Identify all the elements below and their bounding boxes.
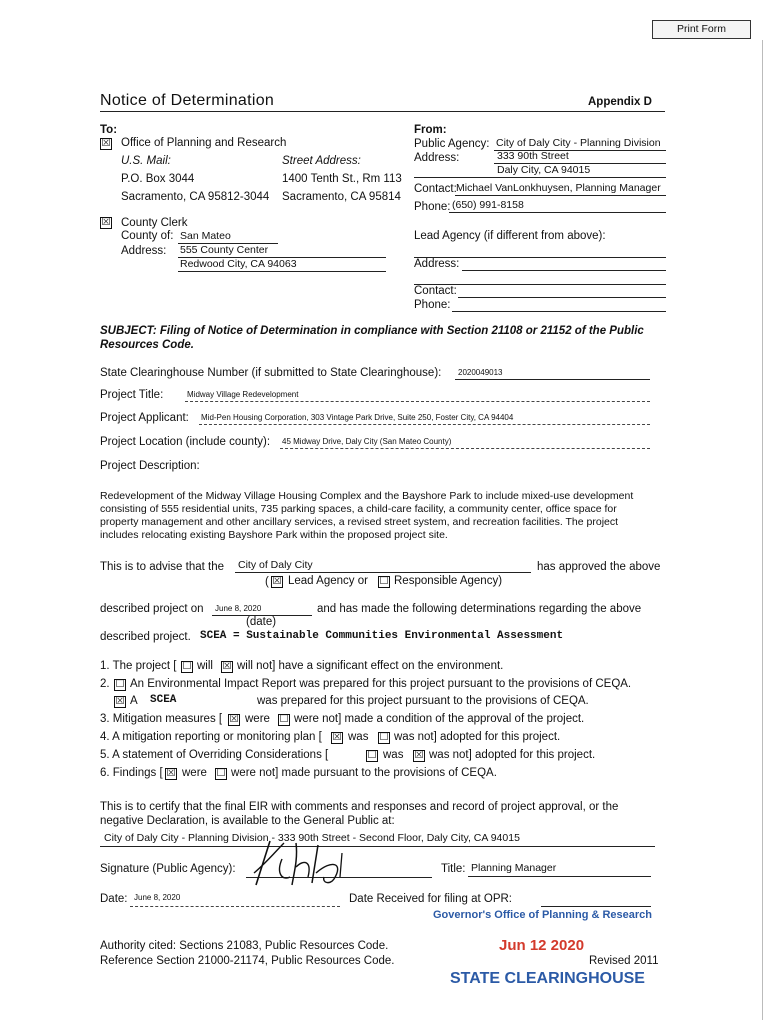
item-4-was-checkbox[interactable]: ☒ [332,732,342,743]
item-3-were-not-checkbox[interactable]: ☐ [279,714,289,725]
lead-agency-label: Lead Agency (if different from above): [414,230,606,242]
item-6-b: were [182,767,207,779]
date-caption: (date) [246,616,277,628]
project-title-label: Project Title: [100,389,164,401]
item-2-eir-checkbox[interactable]: ☐ [115,679,125,690]
item-2-typed[interactable]: SCEA [150,694,177,706]
opr-street-line2: Sacramento, CA 95814 [282,191,401,203]
item-4-c: was not] adopted for this project. [394,731,561,743]
project-location-label: Project Location (include county): [100,436,271,448]
opr-street-line1: 1400 Tenth St., Rm 113 [282,173,402,185]
item-1-c: will not] have a significant effect on the environment. [237,660,504,672]
project-applicant-line [199,424,650,425]
project-description-label: Project Description: [100,460,200,472]
item-5-c: was not] adopted for this project. [429,749,596,761]
contact-label: Contact: [414,183,457,195]
item-1-will-not-checkbox[interactable]: ☒ [222,661,232,672]
description-line: Redevelopment of the Midway Village Housing Complex and the Bayshore Park to include mixed-use development [100,490,634,502]
certify-location-line [100,846,655,847]
item-5-a: 5. A statement of Overriding Considerations [ [100,749,329,761]
item-2-d: was prepared for this project pursuant to the provisions of CEQA. [257,695,589,707]
date-label: Date: [100,893,128,905]
item-3-a: 3. Mitigation measures [ [100,713,223,725]
item-2-other-checkbox[interactable]: ☒ [115,696,125,707]
page-edge-rule [762,40,763,1020]
scea-typed: SCEA = Sustainable Communities Environmental Assessment [200,630,564,642]
county-clerk-checkbox[interactable]: ☒ [101,217,111,228]
lead-contact-line[interactable] [458,297,666,298]
county-of-value[interactable]: San Mateo [180,230,231,242]
item-5-was-not-checkbox[interactable]: ☒ [414,750,424,761]
handwritten-signature [246,833,356,893]
item-2-a: 2. [100,678,110,690]
subject-line1: SUBJECT: Filing of Notice of Determination in compliance with Section 21108 or 21152 of the Public [100,325,644,337]
item-3-c: were not] made a condition of the approval of the project. [294,713,585,725]
item-6-were-not-checkbox[interactable]: ☐ [216,768,226,779]
description-line: property management and other ancillary services, a revised street system, and recreation facilities. The project [100,516,619,528]
item-5-b: was [383,749,404,761]
phone-label: Phone: [414,201,451,213]
lead-agency-checkbox[interactable]: ☒ [272,576,282,587]
county-address2[interactable]: Redwood City, CA 94063 [180,258,297,270]
opr-stamp-line1: Governor's Office of Planning & Research [433,909,653,921]
item-4-b: was [348,731,369,743]
item-1-b: will [197,660,213,672]
sch-line [455,379,650,380]
public-agency-value[interactable]: City of Daly City - Planning Division [496,137,661,149]
lead-phone-label: Phone: [414,299,451,311]
item-3-b: were [245,713,270,725]
from-address2-line [414,177,666,178]
reference-section: Reference Section 21000-21174, Public Resources Code. [100,955,395,967]
responsible-agency-text: Responsible Agency) [394,575,503,587]
print-form-button[interactable]: Print Form [652,20,751,39]
open-paren: ( [265,576,269,588]
approval-date[interactable]: June 8, 2020 [215,604,262,613]
item-3-were-checkbox[interactable]: ☒ [229,714,239,725]
date-line [130,906,340,907]
county-address1[interactable]: 555 County Center [180,244,269,256]
from-address-label: Address: [414,152,460,164]
advise-agency-line [235,572,531,573]
to-label: To: [100,124,118,136]
title-value[interactable]: Planning Manager [471,862,557,874]
determinations-text: and has made the following determinations regarding the above [317,603,642,615]
sch-value[interactable]: 2020049013 [458,368,503,377]
lead-agency-text: Lead Agency or [288,575,368,587]
project-location-value[interactable]: 45 Midway Drive, Daly City (San Mateo County) [282,437,452,446]
described-on-label: described project on [100,603,204,615]
lead-phone-line[interactable] [452,311,666,312]
county-clerk-label: County Clerk [121,217,188,229]
contact-line [455,195,666,196]
phone-line [449,212,666,213]
project-title-line [185,401,650,402]
lead-address-label: Address: [414,258,460,270]
lead-address-line1[interactable] [462,270,666,271]
revised-label: Revised 2011 [589,955,659,967]
responsible-agency-checkbox[interactable]: ☐ [379,576,389,587]
from-address1[interactable]: 333 90th Street [497,150,569,162]
item-6-c: were not] made pursuant to the provisions of CEQA. [231,767,497,779]
item-4-a: 4. A mitigation reporting or monitoring plan [ [100,731,322,743]
sch-label: State Clearinghouse Number (if submitted to State Clearinghouse): [100,367,442,379]
project-title-value[interactable]: Midway Village Redevelopment [187,390,299,399]
from-label: From: [414,124,447,136]
date-received-line[interactable] [541,906,651,907]
opr-name: Office of Planning and Research [121,137,287,149]
authority-cited: Authority cited: Sections 21083, Public Resources Code. [100,940,389,952]
project-location-line [280,448,650,449]
from-address2[interactable]: Daly City, CA 94015 [497,164,591,176]
advise-suffix: has approved the above [537,561,661,573]
certify-line1: This is to certify that the final EIR with comments and responses and record of project approval, or the [100,801,619,813]
header-rule [100,111,665,112]
description-line: consisting of 555 residential units, 735 parking spaces, a child-care facility, a community center, office space for [100,503,617,515]
item-2-c: A [130,695,138,707]
item-5-was-checkbox[interactable]: ☐ [367,750,377,761]
description-line: includes relocating existing Bayshore Park within the proposed project site. [100,529,448,541]
phone-value[interactable]: (650) 991-8158 [452,199,524,211]
project-applicant-label: Project Applicant: [100,412,189,424]
opr-checkbox[interactable]: ☒ [101,138,111,149]
certify-location[interactable]: City of Daly City - Planning Division - 333 90th Street - Second Floor, Daly City, CA 94015 [104,832,520,844]
contact-value[interactable]: Michael VanLonkhuysen, Planning Manager [456,182,661,194]
public-agency-label: Public Agency: [414,138,490,150]
item-1-a: 1. The project [ [100,660,177,672]
advise-prefix: This is to advise that the [100,561,225,573]
described-project-label: described project. [100,631,191,643]
subject-line2: Resources Code. [100,339,194,351]
signature-label: Signature (Public Agency): [100,863,236,875]
date-received-label: Date Received for filing at OPR: [349,893,512,905]
advise-agency[interactable]: City of Daly City [238,559,313,571]
county-address2-line [178,271,386,272]
opr-mail-line1: P.O. Box 3044 [121,173,195,185]
form-title: Notice of Determination [100,92,275,109]
item-2-b: An Environmental Impact Report was prepared for this project pursuant to the provisions of CEQA. [130,678,632,690]
street-address-label: Street Address: [282,155,361,167]
project-applicant-value[interactable]: Mid-Pen Housing Corporation, 303 Vintage Park Drive, Suite 250, Foster City, CA 94404 [201,413,514,422]
item-1-will-checkbox[interactable]: ☐ [182,661,192,672]
us-mail-label: U.S. Mail: [121,155,171,167]
title-line [468,876,651,877]
item-6-were-checkbox[interactable]: ☒ [166,768,176,779]
title-label: Title: [441,863,466,875]
county-of-label: County of: [121,230,174,242]
opr-stamp-date: Jun 12 2020 [499,937,585,954]
opr-mail-line2: Sacramento, CA 95812-3044 [121,191,270,203]
county-address-label: Address: [121,245,167,257]
item-6-a: 6. Findings [ [100,767,163,779]
item-4-was-not-checkbox[interactable]: ☐ [379,732,389,743]
certify-line2: negative Declaration, is available to the General Public at: [100,815,395,827]
lead-contact-label: Contact: [414,285,457,297]
date-value[interactable]: June 8, 2020 [134,893,181,902]
opr-stamp-clearinghouse: STATE CLEARINGHOUSE [450,970,645,987]
appendix-label: Appendix D [588,96,652,108]
